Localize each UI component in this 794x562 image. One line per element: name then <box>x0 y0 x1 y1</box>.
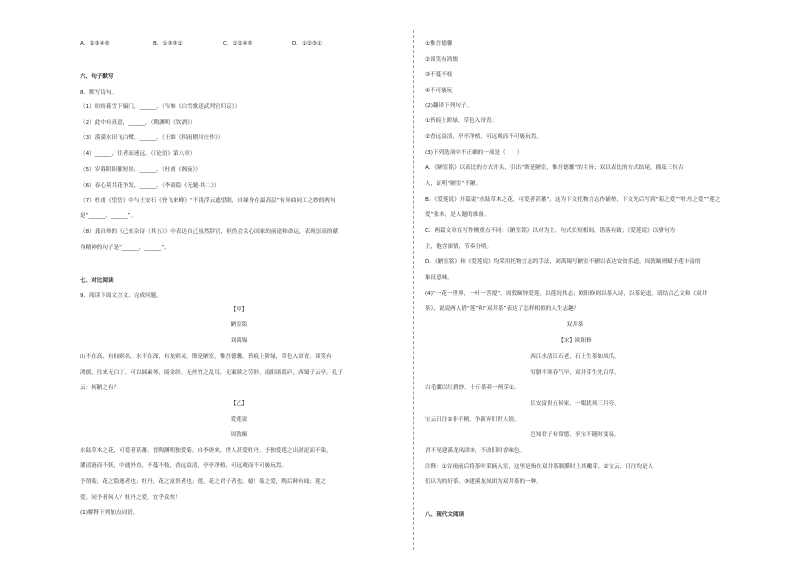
translate-2: ②香远益清，亭亭净植，可远观而不可亵玩焉。 <box>425 134 542 140</box>
yi-text-line: 爱，同予者何人？牡丹之爱，宜乎众矣！ <box>80 495 181 501</box>
term-1: ①惟吾德馨 <box>425 41 453 47</box>
q8-item-6: （6）春心莫共花争发，______。（李商隐《无题·其二》） <box>80 183 220 189</box>
q8-item-8-cont: 身精神的句子是“______，______”。 <box>80 245 170 251</box>
choice-b-cont: 爱”张本，是人题的准备。 <box>425 212 490 218</box>
choice-c-cont: 主，饱含深情，节奏分明。 <box>425 244 493 250</box>
sub-question-3: (3)下列选项中不正确的一项是（ ） <box>425 150 523 156</box>
question-8: 8．默写诗句。 <box>80 90 118 96</box>
yi-text-line: 水陆草木之花，可爱者甚蕃。晋陶渊明独爱菊。自李唐来，世人甚爱牡丹。予独爱莲之出淤泥而不染， <box>80 448 332 454</box>
section-6-title: 六、句子默写 <box>80 74 114 80</box>
column-divider <box>413 30 414 550</box>
term-4: ④不可亵玩 <box>425 88 453 94</box>
sub-question-2: (2)翻译下列句子。 <box>425 103 473 109</box>
poem-line: 白毛囊以红碧纱，十斤茶养一两芽①。 <box>425 385 520 391</box>
yi-author: 周敦颐 <box>230 432 248 438</box>
jia-text-line: 山不在高，有仙则名。水不在深，有龙则灵。斯是陋室，惟吾德馨。苔痕上阶绿，草色入帘青。谈笑有 <box>80 354 332 360</box>
q8-item-5: （5）岁暮阴阳催短景，______。（杜甫《阁夜》） <box>80 167 202 173</box>
poem-note: 注释：①谷雨前后将茶叶采摘入室，这里是指在双井茶制膜时上其嫩芽。②宝云、日注均是人 <box>425 464 654 470</box>
poem-title: 双井茶 <box>566 322 584 328</box>
question-9: 9．阅读下面文言文，完成问题。 <box>80 293 162 299</box>
q8-item-4: （4）______，往者而迷远。（《论语》第八章） <box>80 151 196 157</box>
choice-c: C．两篇文章在写作侧重点不同：《陋室铭》以对为主，句式长短相间，错落有致；《爱莲说》以骈句为 <box>425 228 676 234</box>
q8-item-3: （3）漠漠水田飞白鹭，______。（王维《积雨辋川庄作》） <box>80 135 224 141</box>
poem-line: 宝云日注②非不精，争新弃旧世人情。 <box>425 417 520 423</box>
choice-a: A．《陋室铭》以表比的方式开头，引出“斯是陋室，惟吾德馨”的主旨；双以表比的方式结尾，描及三位古 <box>425 165 684 171</box>
q8-item-2: （2）此中有真意，______。（陶渊明《饮酒》） <box>80 120 196 126</box>
option-b: B．①③⑤① <box>153 41 183 47</box>
q8-item-7-cont: 是“______，______”。 <box>80 213 137 219</box>
sub-question-4-cont: 茶》，说说两人借“莲”和“双井茶”表达了怎样相似的人生志趣？ <box>425 306 580 312</box>
choice-d: D．《陋室铭》和《爱莲说》均采用托物言志的手法，刘禹锡写陋室不陋以表达安贫乐道，周敦颐则赋予莲丰富的 <box>425 259 701 265</box>
poem-line: 君不见建溪龙凤团③，不改旧时香味色。 <box>425 448 526 454</box>
q8-item-8: （8）龚自珍的《己亥杂诗（其五）》中表达自己虽然辞官，但仍会关心国家的前途和命运，表现崇高的献 <box>80 229 339 235</box>
poem-line: 长安富贵五侯家，一啜犹须三月夸。 <box>530 401 620 407</box>
option-d: D．①②③① <box>292 41 322 47</box>
yi-text-line: 予谓菊，花之隐逸者也；牡丹，花之富贵者也；莲，花之君子者也。噫！菊之爱，陶后鲜有闻；莲之 <box>80 479 327 485</box>
poem-note-cont: 们认为的好茶。③建溪龙凤团为双井茶的一种。 <box>425 479 542 485</box>
term-2: ②谈笑有鸿儒 <box>425 57 458 63</box>
jia-author: 刘禹锡 <box>230 338 248 344</box>
choice-b: B．《爱莲说》开篇说“水陆草木之花，可爱者甚蕃”，这为下文托物言志作铺垫，下文先后写到“菊之爱”“牡丹之爱”“莲之 <box>425 197 721 203</box>
option-a: A．②③④⑤ <box>80 41 110 47</box>
term-3: ③不蔓不枝 <box>425 72 453 78</box>
section-7-title: 七、对比阅读 <box>80 278 114 284</box>
section-8-title: 八、现代文阅读 <box>425 512 465 518</box>
choice-d-cont: 象征意味。 <box>425 275 453 281</box>
poem-line: 岂知君子有常德，至宝不随时变易。 <box>530 432 620 438</box>
yi-label: 【乙】 <box>230 401 248 407</box>
poem-line: 穷腊不寒春气早，双井芽生先百草。 <box>530 370 620 376</box>
jia-title: 陋室铭 <box>230 322 248 328</box>
yi-text-line: 濯清涟而不妖，中通外直，不蔓不枝，香远益清，亭亭净植，可远观而不可亵玩焉。 <box>80 463 287 469</box>
q8-item-1: （1）纷纷暮雪下辕门，______。（岑参《白雪歌送武判官归京》） <box>80 104 241 110</box>
poem-line: 西江水清江石老，石上生茶如凤爪。 <box>530 354 620 360</box>
jia-text-line: 云：何陋之有？ <box>80 385 120 391</box>
poem-author: 【宋】欧阳修 <box>558 338 592 344</box>
option-c: C．①②④⑤ <box>223 41 253 47</box>
translate-1: ①苔痕上阶绿，草色入帘青。 <box>425 118 498 124</box>
yi-title: 爱莲说 <box>230 417 248 423</box>
jia-text-line: 鸿儒，往来无白丁。可以调素琴，阅金经。无丝竹之乱耳，无案牍之劳形。南阳诸葛庐，西蜀子云亭。孔子 <box>80 370 343 376</box>
choice-a-cont: 人，证明“陋室”不陋。 <box>425 181 482 187</box>
jia-label: 【甲】 <box>230 307 248 313</box>
sub-question-4: (4)“一花一世界，一叶一菩提”，周敦颐钟爱莲，以莲况其志；欧阳修则以茶入诗，以茶论道。请结合乙文和《双井 <box>425 291 708 297</box>
sub-question-1: (1)解释下列加点词语。 <box>80 510 139 516</box>
q8-item-7: （7）杜甫《望岳》中与王安石《登飞来峰》“不畏浮云遮望眼，自缘身在最高层”有异曲同工之妙的两句 <box>80 198 336 204</box>
